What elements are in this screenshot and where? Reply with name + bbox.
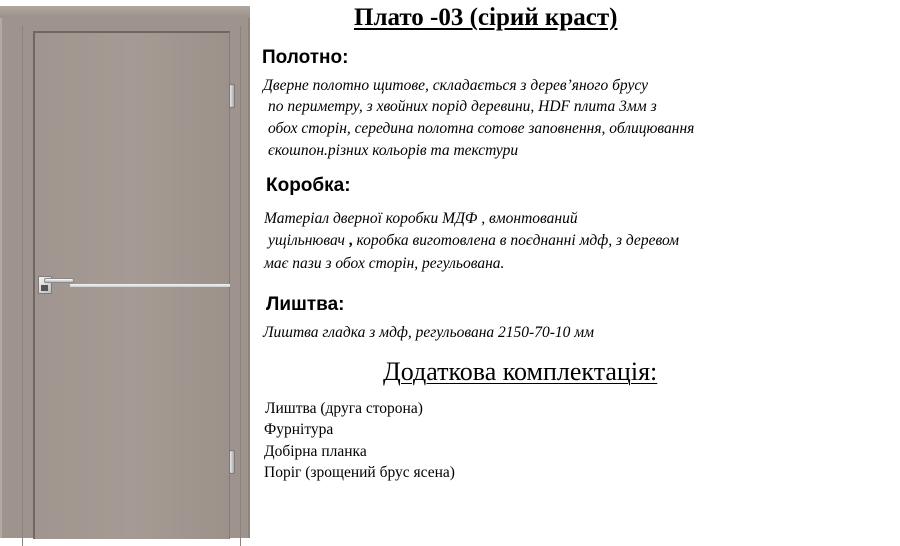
section-heading-korobka: Коробка: — [266, 175, 351, 196]
extras-item: Фурнітура — [264, 421, 334, 438]
extras-item: Добірна планка — [264, 443, 367, 460]
polotno-line-4: єкошпон.різних кольорів та текстури — [268, 142, 519, 159]
korobka-line-3: має пази з обох сторін, регульована. — [264, 255, 505, 272]
polotno-line-3: обох сторін, середина полотна сотове заповнення, облицювання — [268, 120, 695, 137]
extras-item: Лиштва (друга сторона) — [265, 400, 423, 417]
door-lock — [41, 285, 48, 291]
korobka-line-2 — [268, 233, 679, 249]
section-heading-polotno: Полотно: — [262, 47, 349, 68]
page-title: Плато -03 (сірий краст) — [354, 4, 618, 31]
door-frame-top — [0, 6, 250, 18]
korobka-line-2-start: ущільнювач — [268, 232, 345, 249]
korobka-line-2-end: коробка виготовлена в поєднанні мдф, з деревом — [352, 232, 680, 249]
extras-item: Поріг (зрощений брус ясена) — [264, 464, 455, 481]
door-casing-left — [22, 26, 23, 546]
door-decor-stripe — [70, 284, 230, 287]
polotno-line-1: Дверне полотно щитове, складається з дерев’яного брусу — [263, 77, 648, 94]
section-heading-lyshtva: Лиштва: — [266, 294, 345, 315]
hinge-top-icon — [229, 84, 235, 108]
korobka-bold-comma: , — [348, 232, 353, 249]
korobka-line-1: Матеріал дверної коробки МДФ , вмонтований — [264, 210, 578, 227]
polotno-line-2: по периметру, з хвойних порід деревини, HDF плита 3мм з — [268, 98, 657, 115]
door-casing-right — [240, 26, 241, 546]
lyshtva-line-1: Лиштва гладка з мдф, регульована 2150-70-10 мм — [263, 324, 595, 341]
extras-heading: Додаткова комплектація: — [383, 357, 658, 386]
door-handle-icon — [44, 278, 74, 283]
hinge-bottom-icon — [229, 450, 235, 474]
